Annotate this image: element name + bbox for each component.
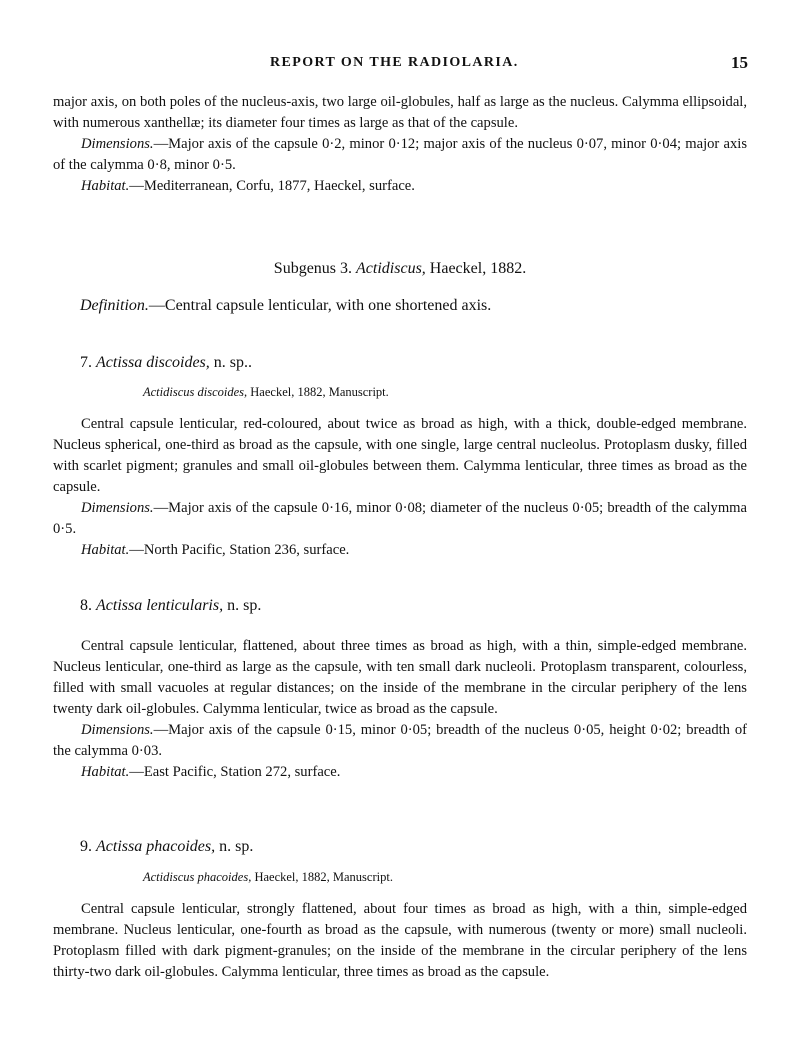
synonym-name: Actidiscus discoides,: [143, 385, 248, 399]
species-heading: [80, 354, 252, 372]
page-number: 15: [731, 53, 748, 72]
subgenus-prefix: Subgenus 3.: [273, 260, 353, 277]
species-description: Central capsule lenticular, strongly flattened, about four times as broad as high, with a thin, simple-edged membrane. Nucleus lenticular, one-fourth as broad as the capsule, with numerous (twenty or more) small nucleoli. Protoplasm filled with dark pigment-granules; on the inside of the membrane in the circular periphery of the lens thirty-two dark oil-globules. Calymma lenticular, three times as broad as the capsule.: [53, 901, 747, 980]
synonym-name: Actidiscus phacoides,: [143, 870, 252, 884]
habitat-label: Habitat.: [81, 178, 130, 194]
dimensions-label: Dimensions.: [81, 500, 154, 516]
species-heading: [80, 597, 261, 615]
habitat-paragraph: [53, 540, 747, 561]
species-body: [53, 414, 747, 561]
species-suffix: n. sp..: [213, 354, 252, 371]
subgenus-author: Haeckel, 1882.: [429, 260, 527, 277]
species-heading: [80, 838, 253, 856]
habitat-text: —East Pacific, Station 272, surface.: [129, 764, 341, 780]
subgenus-name: Actidiscus,: [356, 260, 426, 277]
species-body: [53, 636, 747, 783]
synonym-line: [143, 385, 389, 400]
habitat-label: Habitat.: [81, 542, 130, 558]
habitat-label: Habitat.: [81, 764, 130, 780]
habitat-paragraph: [53, 176, 747, 197]
synonym-line: [143, 870, 393, 885]
species-number: 8.: [80, 597, 92, 614]
species-suffix: n. sp.: [227, 597, 262, 614]
dimensions-paragraph: [53, 720, 747, 762]
species-name: Actissa discoides,: [96, 354, 210, 371]
dimensions-paragraph: [53, 134, 747, 176]
habitat-text: —Mediterranean, Corfu, 1877, Haeckel, surface.: [129, 178, 415, 194]
dimensions-text: —Major axis of the capsule 0·16, minor 0·08; diameter of the nucleus 0·05; breadth of the calymma 0·5.: [53, 500, 747, 537]
page-header: [0, 55, 800, 75]
dimensions-paragraph: [53, 498, 747, 540]
dimensions-text: —Major axis of the capsule 0·15, minor 0·05; breadth of the nucleus 0·05, height 0·02; breadth of the calymma 0·03.: [53, 722, 747, 759]
subgenus-heading: [0, 260, 800, 278]
dimensions-label: Dimensions.: [81, 136, 154, 152]
habitat-paragraph: [53, 762, 747, 783]
species-name: Actissa phacoides,: [96, 838, 216, 855]
synonym-ref: Haeckel, 1882, Manuscript.: [250, 385, 389, 399]
dimensions-label: Dimensions.: [81, 722, 154, 738]
definition-text: —Central capsule lenticular, with one shortened axis.: [148, 297, 492, 314]
habitat-text: —North Pacific, Station 236, surface.: [129, 542, 350, 558]
running-title: REPORT ON THE RADIOLARIA.: [270, 55, 519, 70]
synonym-ref: Haeckel, 1882, Manuscript.: [254, 870, 393, 884]
subgenus-definition: [80, 297, 760, 315]
definition-label: Definition.: [80, 297, 149, 314]
species-number: 7.: [80, 354, 92, 371]
continuation-paragraph: major axis, on both poles of the nucleus-axis, two large oil-globules, half as large as the nucleus. Calymma ellipsoidal, with numerous xanthellæ; its diameter four times as large as that of the capsule.: [53, 94, 747, 131]
species-body: [53, 899, 747, 983]
species-description: Central capsule lenticular, red-coloured, about twice as broad as high, with a thick, double-edged membrane. Nucleus spherical, one-third as broad as the capsule, with one single, large central nucleolus. Protoplasm dusky, filled with scarlet pigment; granules and small oil-globules between them. Calymma lenticular, three times as broad as the capsule.: [53, 416, 747, 495]
dimensions-text: —Major axis of the capsule 0·2, minor 0·12; major axis of the nucleus 0·07, minor 0·04; major axis of the calymma 0·8, minor 0·5.: [53, 136, 747, 173]
species-number: 9.: [80, 838, 92, 855]
species-description: Central capsule lenticular, flattened, about three times as broad as high, with a thin, simple-edged membrane. Nucleus lenticular, one-third as large as the capsule, with ten small dark nucleoli. Protoplasm transparent, colourless, filled with small vacuoles at regular distances; on the inside of the membrane in the circular periphery of the lens twenty dark oil-globules. Calymma lenticular, twice as broad as the capsule.: [53, 638, 747, 717]
species-suffix: n. sp.: [219, 838, 254, 855]
continuation-block: [53, 92, 747, 197]
species-name: Actissa lenticularis,: [96, 597, 224, 614]
